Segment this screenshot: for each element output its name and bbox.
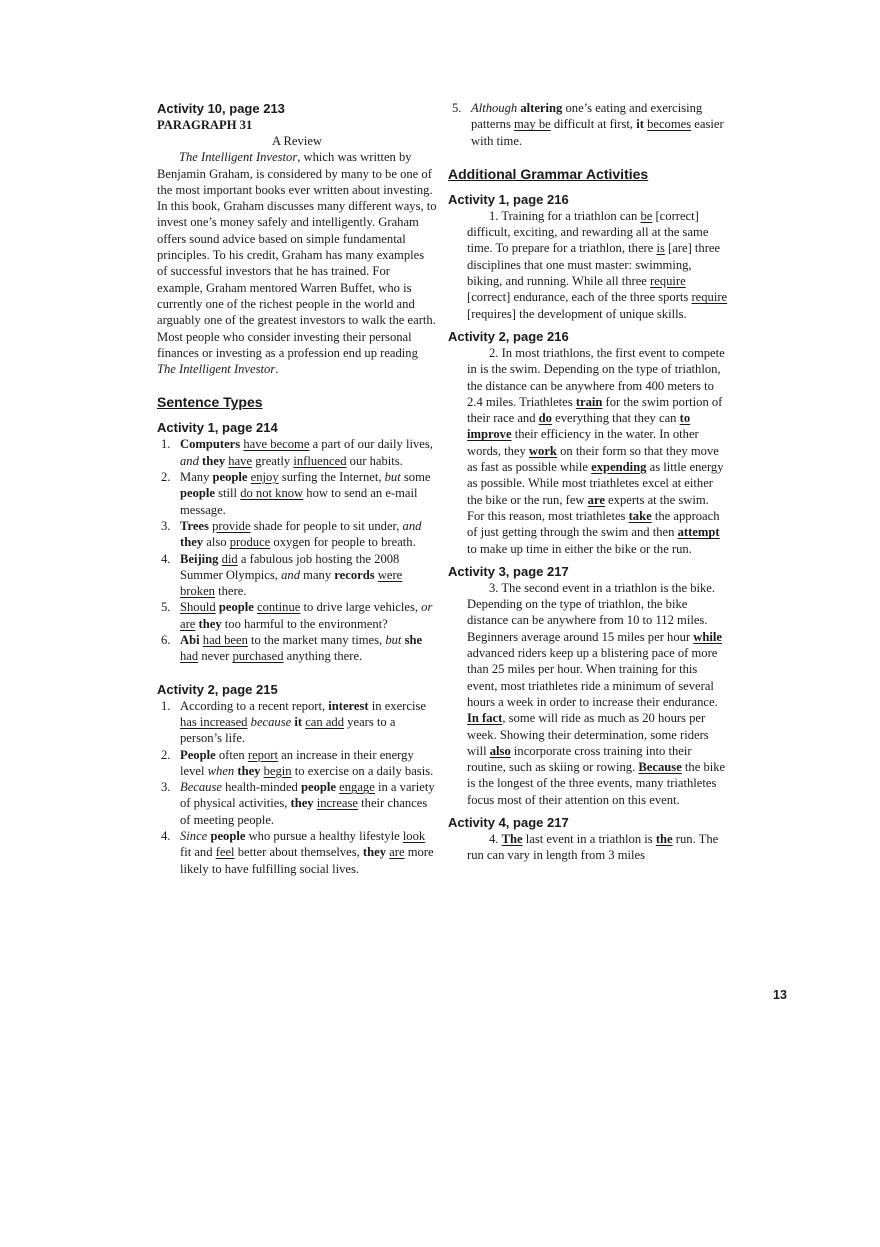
subject: it xyxy=(636,117,644,132)
verb: do not know xyxy=(240,486,304,501)
text: oxygen for people to breath. xyxy=(270,535,416,550)
text: too harmful to the environment? xyxy=(221,616,388,631)
list-item xyxy=(157,436,437,469)
list-item xyxy=(448,100,728,149)
marked-word: attempt xyxy=(677,525,720,540)
verb: feel xyxy=(215,845,235,860)
marked-word: expending xyxy=(591,460,647,475)
subject: altering xyxy=(520,101,563,115)
list-item xyxy=(157,518,437,551)
text: anything there. xyxy=(283,649,363,664)
conjunction: because xyxy=(250,714,292,729)
verb: influenced xyxy=(293,453,347,468)
verb: purchased xyxy=(232,649,284,664)
text: in a variety of physical activities, xyxy=(180,780,435,811)
text: to exercise on a daily basis. xyxy=(291,763,434,778)
verb: can add xyxy=(305,714,345,729)
text: easier with time. xyxy=(471,117,724,148)
conjunction: Since xyxy=(180,828,208,843)
subject: it xyxy=(294,714,303,729)
subject: Beijing xyxy=(180,551,219,566)
subject: they xyxy=(202,453,226,468)
subject: they xyxy=(198,616,222,631)
text: 1. Training for a triathlon can xyxy=(489,208,641,223)
text: for the swim portion of their race and xyxy=(467,394,723,426)
verb: produce xyxy=(229,535,271,550)
verb: did xyxy=(221,551,238,566)
text: everything that they can xyxy=(551,411,680,426)
item-number: 4. xyxy=(161,828,171,843)
item-number: 5. xyxy=(161,600,171,615)
text: difficult at first, xyxy=(550,117,637,132)
text: [are] three disciplines that one must master: swimming, biking, and running. While all three xyxy=(467,241,721,289)
book-title: The Intelligent Investor xyxy=(179,150,298,165)
subject: interest xyxy=(328,698,369,713)
text: experts at the swim. For this reason, most triathletes xyxy=(467,492,709,523)
verb: may be xyxy=(514,117,551,132)
verb: report xyxy=(247,747,278,762)
marked-word: are xyxy=(587,492,605,507)
subject: they xyxy=(290,796,314,811)
left-column xyxy=(157,100,437,877)
marked-word: require xyxy=(650,274,686,289)
text: health-minded xyxy=(221,780,302,795)
verb: continue xyxy=(257,600,301,615)
item-number: 6. xyxy=(161,633,171,648)
list-item xyxy=(157,747,437,780)
verb: Should xyxy=(180,600,216,615)
item-number: 4. xyxy=(161,551,171,566)
text: run. The run can vary in length from 3 miles xyxy=(467,831,719,863)
text: there. xyxy=(214,584,247,599)
text: our habits. xyxy=(346,453,403,468)
text: on their form so that they move as fast as possible while xyxy=(467,443,719,475)
text: 3. The second event in a triathlon is the bike. Depending on the type of triathlon, the bike distance can be anywhere from 10 to 112 miles. Beginners average around 15 miles per hour xyxy=(467,580,716,644)
activity-2-list-continued xyxy=(448,100,728,149)
conjunction: but xyxy=(384,470,401,485)
text: still xyxy=(214,486,241,501)
subject: people xyxy=(212,470,248,485)
text: in exercise xyxy=(368,698,426,713)
verb: has increased xyxy=(180,714,248,729)
text: many xyxy=(300,567,335,582)
book-title: The Intelligent Investor xyxy=(157,362,276,377)
review-paragraph xyxy=(157,149,437,377)
text: last event in a triathlon is xyxy=(522,831,656,846)
activity-1-page-214-heading: Activity 1, page 214 xyxy=(157,420,278,436)
subject: people xyxy=(180,486,215,501)
text: incorporate cross training into their routine, such as skiing or rowing. xyxy=(467,743,692,775)
verb: are xyxy=(389,845,405,860)
text: who pursue a healthy lifestyle xyxy=(245,828,403,843)
verb: look xyxy=(402,828,426,843)
text: 4. xyxy=(489,831,502,846)
conjunction: Because xyxy=(180,780,222,795)
right-column xyxy=(448,100,728,864)
text: years to a person’s life. xyxy=(180,714,396,746)
item-number: 5. xyxy=(452,101,462,115)
subject: they xyxy=(180,535,204,550)
text: surfing the Internet, xyxy=(278,470,385,485)
subject: Trees xyxy=(180,518,209,533)
text: the approach of just getting through the swim and then xyxy=(467,508,720,540)
subject: people xyxy=(301,780,336,795)
text: to drive large vehicles, xyxy=(300,600,422,615)
grammar-activity-3-heading: Activity 3, page 217 xyxy=(448,563,569,579)
conjunction: and xyxy=(180,453,199,468)
page-number: 13 xyxy=(773,988,787,1002)
verb: begin xyxy=(263,763,292,778)
text: their efficiency in the water. In other words, they xyxy=(467,427,699,458)
grammar-activity-4-text xyxy=(448,831,728,864)
grammar-activity-1-heading: Activity 1, page 216 xyxy=(448,191,569,207)
marked-word: while xyxy=(693,629,722,644)
list-item xyxy=(157,698,437,747)
subject: records xyxy=(334,567,375,582)
marked-word: to improve xyxy=(467,411,691,442)
verb: increase xyxy=(316,796,359,811)
grammar-activity-2-heading: Activity 2, page 216 xyxy=(448,328,569,344)
verb: engage xyxy=(339,780,375,795)
conjunction: or xyxy=(421,600,433,615)
marked-word: work xyxy=(528,443,557,458)
review-title: A Review xyxy=(271,134,323,148)
grammar-activity-4-heading: Activity 4, page 217 xyxy=(448,814,569,830)
text: as little energy as possible. While most triathletes excel at either the bike or the run, few xyxy=(467,460,724,507)
verb: have become xyxy=(243,437,310,452)
conjunction: when xyxy=(207,763,235,778)
verb: provide xyxy=(212,518,251,533)
text: . xyxy=(275,362,279,377)
subject: People xyxy=(180,747,216,762)
marked-word: Because xyxy=(638,760,682,775)
text: often xyxy=(215,747,248,762)
text: to make up time in either the bike or the run. xyxy=(467,541,692,556)
text: 2. In most triathlons, the first event to compete in is the swim. Depending on the type of triathlon, the distance can be anywhere from 400 meters to 2.4 miles. Triathletes xyxy=(467,345,725,409)
item-number: 1. xyxy=(161,437,171,452)
conjunction: and xyxy=(281,567,300,582)
conjunction: Although xyxy=(471,101,518,115)
text: one’s eating and exercising patterns xyxy=(471,101,703,132)
marked-word: is xyxy=(656,241,665,256)
activity-1-list xyxy=(157,436,437,664)
text: shade for people to sit under, xyxy=(250,518,403,533)
list-item xyxy=(157,599,437,632)
text: Many xyxy=(180,470,213,485)
grammar-activity-3-text xyxy=(448,580,728,808)
list-item xyxy=(157,551,437,600)
text: never xyxy=(198,649,233,664)
marked-word: take xyxy=(628,508,652,523)
item-number: 1. xyxy=(161,698,171,713)
conjunction: and xyxy=(402,518,422,533)
verb: becomes xyxy=(647,117,692,132)
item-number: 2. xyxy=(161,747,171,762)
list-item xyxy=(157,469,437,518)
text: a part of our daily lives, xyxy=(309,437,433,452)
marked-word: also xyxy=(489,743,511,758)
verb: had xyxy=(180,649,199,664)
text: how to send an e-mail message. xyxy=(180,486,418,517)
text: , which was written by Benjamin Graham, is considered by many to be one of the most important books ever written about investing. In this book, Graham discusses many different ways, to invest one’s money safely and intelligently. Graham offers sound advice based on simple fundamental principles. To his credit, Graham has many examples of successful investors that he has trained. For example, Graham mentored Warren Buffet, who is currently one of the richest people in the world and arguably one of the greatest investors to walk the earth. Most people who consider investing their personal finances or investing as a profession end up reading xyxy=(157,150,437,360)
text: a fabulous job hosting the 2008 Summer Olympics, xyxy=(180,551,400,582)
conjunction: but xyxy=(385,633,402,648)
marked-word: In fact xyxy=(467,711,503,726)
subject: they xyxy=(237,763,261,778)
activity-2-page-215-heading: Activity 2, page 215 xyxy=(157,681,278,697)
text: more likely to have fulfilling social lives. xyxy=(180,845,434,876)
subject: Computers xyxy=(180,437,241,452)
text: fit and xyxy=(180,845,216,860)
text: the bike is the longest of the three events, many triathletes focus most of their attention on this event. xyxy=(467,760,726,807)
activity-2-list xyxy=(157,698,437,877)
text: [requires] the development of unique skills. xyxy=(467,306,687,321)
text: , some will ride as much as 20 hours per week. Showing their determination, some riders will xyxy=(467,711,709,758)
text: greatly xyxy=(252,453,294,468)
list-item xyxy=(157,632,437,665)
activity-10-heading: Activity 10, page 213 xyxy=(157,101,285,116)
text: advanced riders keep up a blistering pace of more than 25 miles per hour. When training for this event, most triathletes ride a minimum of several hours a week in order to increase their endurance. xyxy=(467,646,718,709)
verb: have xyxy=(228,453,253,468)
grammar-activity-1-text xyxy=(448,208,728,322)
marked-word: do xyxy=(538,411,552,426)
list-item xyxy=(157,828,437,877)
item-number: 3. xyxy=(161,780,171,795)
item-number: 2. xyxy=(161,470,171,485)
marked-word: require xyxy=(691,290,728,305)
marked-word: be xyxy=(640,208,653,223)
marked-word: The xyxy=(501,831,523,846)
text: [correct] endurance, each of the three sports xyxy=(467,290,692,305)
text: also xyxy=(203,535,230,550)
text: [correct] difficult, exciting, and rewarding all at the same time. To prepare for a triathlon, there xyxy=(467,208,709,256)
marked-word: the xyxy=(655,831,673,846)
subject: Abi xyxy=(180,633,200,648)
paragraph-label: PARAGRAPH 31 xyxy=(157,118,253,132)
subject: people xyxy=(210,828,246,843)
subject: she xyxy=(404,633,423,648)
text: to the market many times, xyxy=(247,633,386,648)
verb: were broken xyxy=(180,567,403,599)
text: an increase in their energy level xyxy=(180,747,414,778)
subject: they xyxy=(362,845,387,860)
grammar-activity-2-text xyxy=(448,345,728,557)
text: better about themselves, xyxy=(234,845,363,860)
additional-grammar-heading: Additional Grammar Activities xyxy=(448,165,649,182)
text: According to a recent report, xyxy=(180,698,329,713)
text: their chances of meeting people. xyxy=(180,796,428,827)
verb: are xyxy=(180,616,196,631)
sentence-types-heading: Sentence Types xyxy=(157,394,263,411)
marked-word: train xyxy=(575,394,603,409)
verb: had been xyxy=(202,633,248,648)
list-item xyxy=(157,779,437,828)
text: some xyxy=(400,470,431,485)
subject: people xyxy=(218,600,254,615)
item-number: 3. xyxy=(161,518,171,533)
verb: enjoy xyxy=(250,470,279,485)
